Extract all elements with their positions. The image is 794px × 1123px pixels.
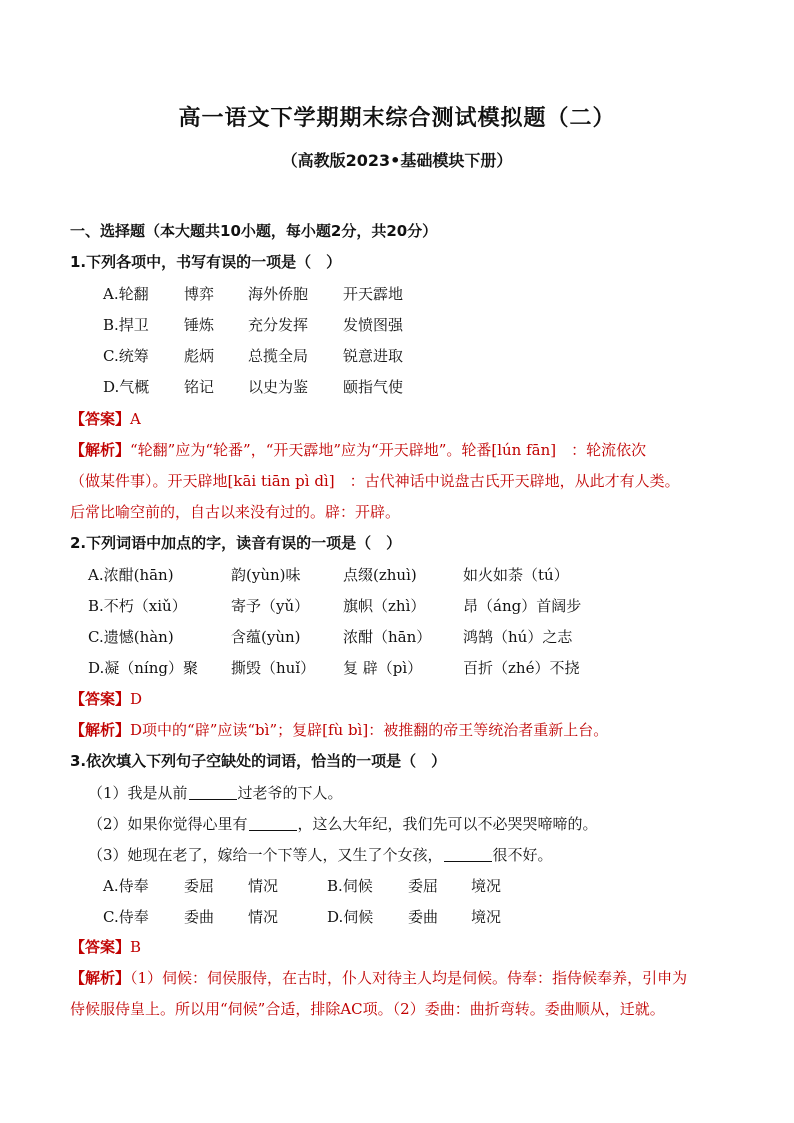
analysis-label: 【解析】 — [70, 721, 131, 739]
sentence-text: （2）如果你觉得心里有 — [88, 815, 248, 833]
question-1-analysis — [70, 440, 646, 460]
q3-option-a-3: 情况 — [248, 877, 279, 895]
answer-label: 【答案】 — [70, 410, 131, 428]
q3-option-c-2: 委曲 — [184, 908, 215, 926]
fill-blank — [249, 816, 297, 831]
fill-blank — [444, 847, 492, 862]
q3-option-b-1: B.伺候 — [327, 877, 373, 895]
analysis-label: 【解析】 — [70, 969, 131, 987]
q1-option-b-4: 发愤图强 — [343, 316, 404, 334]
page-subtitle: （高教版2023•基础模块下册） — [281, 151, 513, 170]
q1-option-d-2: 铭记 — [184, 378, 215, 396]
analysis-line-3: 后常比喻空前的，自古以来没有过的。辟：开辟。 — [70, 503, 401, 521]
q2-option-c-2: 含蕴(yùn) — [231, 628, 301, 646]
question-1-stem: 1.下列各项中，书写有误的一项是（ ） — [70, 253, 342, 271]
q2-option-b-4: 昂（áng）首阔步 — [463, 597, 582, 615]
analysis-line-2: 侍候服侍皇上。所以用“伺候”合适，排除AC项。（2）委曲：曲折弯转。委曲顺从，迁就。 — [70, 1000, 665, 1018]
question-2-stem: 2.下列词语中加点的字，读音有误的一项是（ ） — [70, 534, 402, 552]
answer-label: 【答案】 — [70, 938, 131, 956]
q3-sentence-3 — [88, 845, 553, 865]
q1-option-c-2: 彪炳 — [184, 347, 215, 365]
q1-option-d-3: 以史为鉴 — [248, 378, 309, 396]
question-3-answer — [70, 937, 141, 957]
question-3-stem: 3.依次填入下列句子空缺处的词语，恰当的一项是（ ） — [70, 752, 447, 770]
question-2-analysis — [70, 720, 608, 740]
q2-option-c-3: 浓酣（hān） — [343, 628, 432, 646]
analysis-label: 【解析】 — [70, 441, 131, 459]
analysis-line-1: （1）伺候：伺侯服侍，在古时，仆人对待主人均是伺候。侍奉：指侍候奉养，引申为 — [130, 969, 688, 987]
q1-option-c-1: C.统筹 — [103, 347, 149, 365]
q1-option-b-1: B.捍卫 — [103, 316, 149, 334]
sentence-text: ，这么大年纪，我们先可以不必哭哭啼啼的。 — [297, 815, 598, 833]
q3-option-b-3: 境况 — [471, 877, 502, 895]
q3-option-a-2: 委屈 — [184, 877, 215, 895]
q3-option-a-1: A.侍奉 — [103, 877, 149, 895]
answer-label: 【答案】 — [70, 690, 131, 708]
q1-option-b-3: 充分发挥 — [248, 316, 309, 334]
q2-option-a-3: 点缀(zhuì) — [343, 566, 417, 584]
q1-option-b-2: 锤炼 — [184, 316, 215, 334]
question-3-analysis — [70, 968, 687, 988]
q2-option-a-4: 如火如荼（tú） — [463, 566, 569, 584]
q2-option-c-4: 鸿鹄（hú）之志 — [463, 628, 573, 646]
q2-option-d-1: D.凝（níng）聚 — [88, 659, 198, 677]
q2-option-b-2: 寄予（yǔ） — [231, 597, 310, 615]
q1-option-a-3: 海外侨胞 — [248, 285, 309, 303]
q3-option-d-2: 委曲 — [408, 908, 439, 926]
q1-option-a-4: 开天霹地 — [343, 285, 404, 303]
page-title: 高一语文下学期期末综合测试模拟题（二） — [178, 106, 616, 131]
q1-option-a-2: 博弈 — [184, 285, 215, 303]
q2-option-a-1: A.浓酣(hān) — [88, 566, 174, 584]
q3-option-c-3: 情况 — [248, 908, 279, 926]
q1-option-c-3: 总揽全局 — [248, 347, 309, 365]
q1-option-a-1: A.轮翻 — [103, 285, 149, 303]
analysis-line-1: “轮翻”应为“轮番”，“开天霹地”应为“开天辟地”。轮番[lún fān] ：轮流依次 — [130, 441, 647, 459]
q3-option-d-3: 境况 — [471, 908, 502, 926]
q3-option-c-1: C.侍奉 — [103, 908, 149, 926]
q1-option-d-1: D.气概 — [103, 378, 150, 396]
q1-option-c-4: 锐意进取 — [343, 347, 404, 365]
q3-option-d-1: D.伺候 — [327, 908, 374, 926]
analysis-line-2: （做某件事）。开天辟地[kāi tiān pì dì] ：古代神话中说盘古氏开天辟地，从此才有人类。 — [70, 472, 680, 490]
sentence-text: 过老爷的下人。 — [237, 784, 343, 802]
q3-sentence-2 — [88, 814, 598, 834]
sentence-text: 很不好。 — [492, 846, 553, 864]
sentence-text: （3）她现在老了，嫁给一个下等人，又生了个女孩， — [88, 846, 443, 864]
question-2-answer — [70, 689, 142, 709]
q2-option-c-1: C.遗憾(hàn) — [88, 628, 174, 646]
q2-option-d-4: 百折（zhé）不挠 — [463, 659, 580, 677]
section-heading: 一、选择题（本大题共10小题，每小题2分，共20分） — [70, 222, 438, 240]
sentence-text: （1）我是从前 — [88, 784, 188, 802]
q2-option-d-3: 复 辟（pì） — [343, 659, 423, 677]
q2-option-b-3: 旗帜（zhì） — [343, 597, 426, 615]
q2-option-b-1: B.不朽（xiǔ） — [88, 597, 187, 615]
q3-sentence-1 — [88, 783, 343, 803]
q2-option-a-2: 韵(yùn)味 — [231, 566, 301, 584]
answer-value: D — [130, 690, 143, 708]
q3-option-b-2: 委屈 — [408, 877, 439, 895]
fill-blank — [189, 785, 237, 800]
answer-value: A — [130, 410, 141, 428]
question-1-answer — [70, 409, 141, 429]
analysis-line-1: D项中的“辟”应读“bì”；复辟[fù bì]：被推翻的帝王等统治者重新上台。 — [130, 721, 609, 739]
q2-option-d-2: 撕毁（huǐ） — [231, 659, 316, 677]
answer-value: B — [130, 938, 142, 956]
q1-option-d-4: 颐指气使 — [343, 378, 404, 396]
